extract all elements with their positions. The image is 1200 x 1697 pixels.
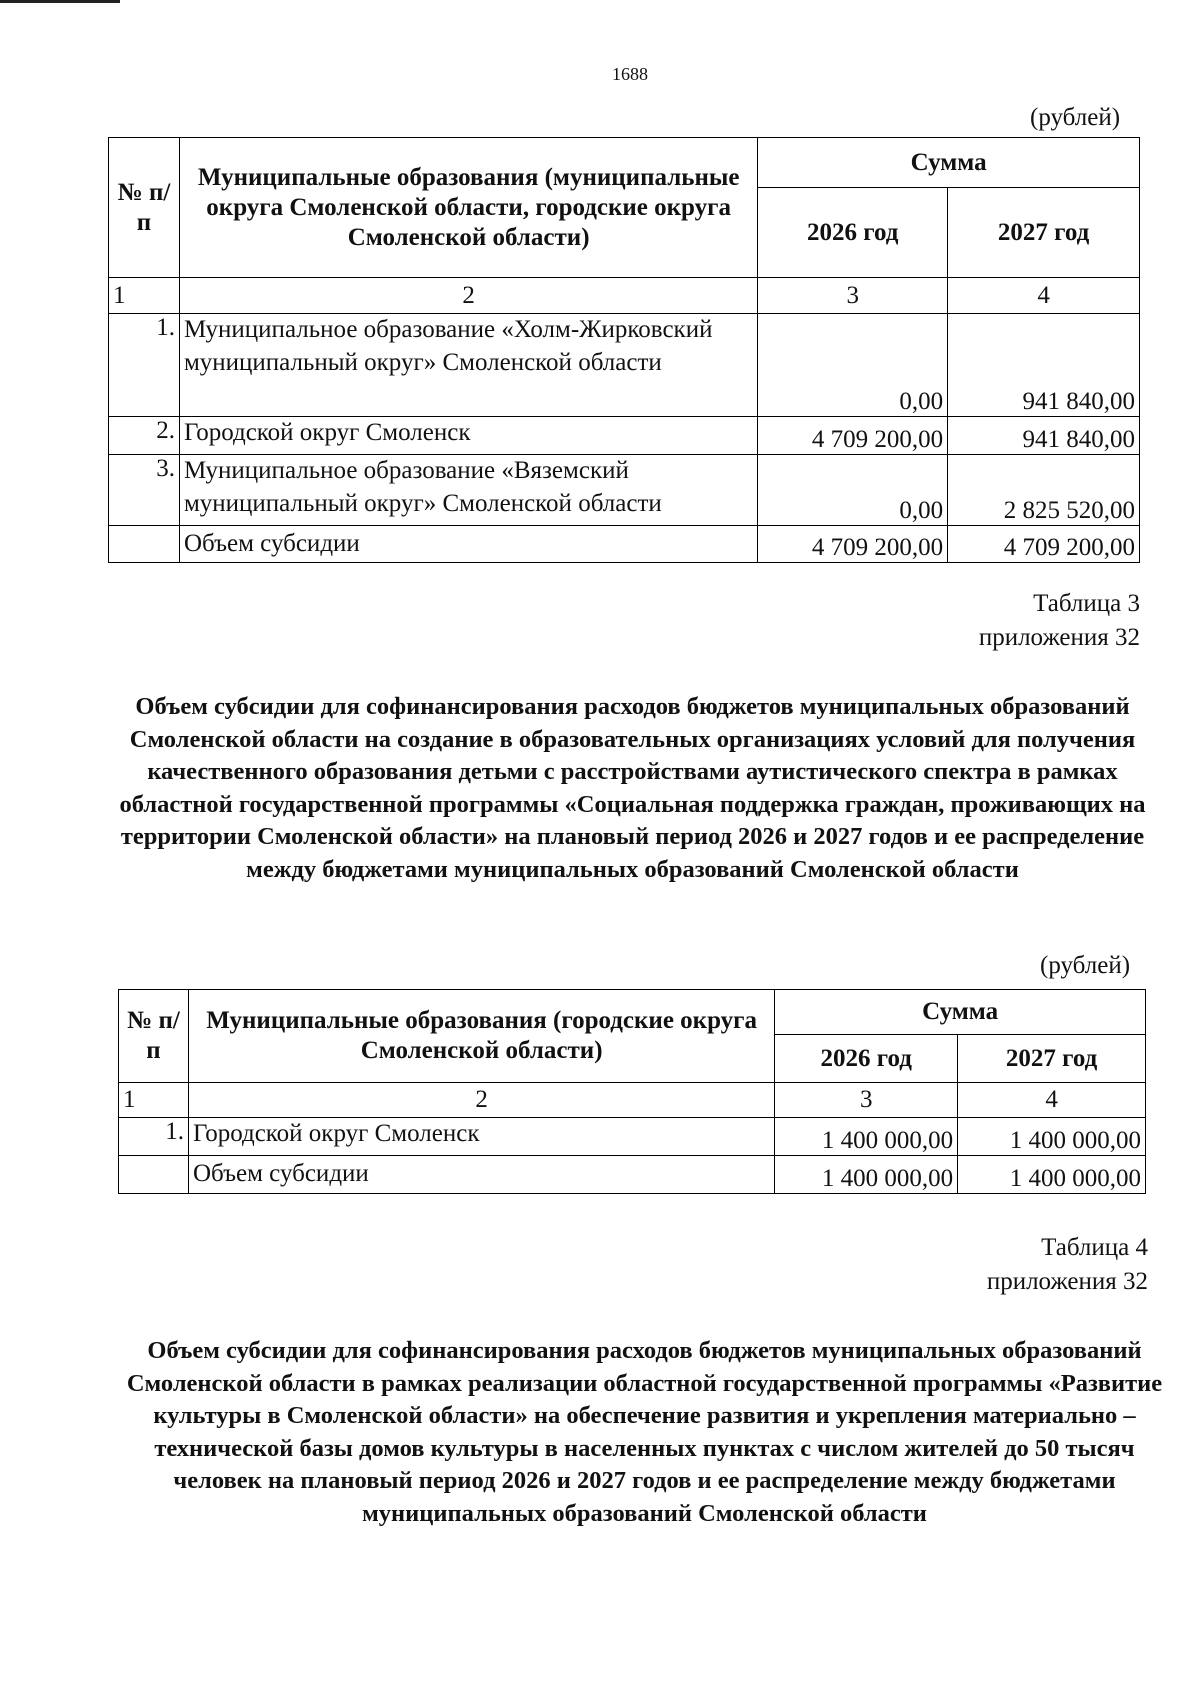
header-municipality: Муниципальные образования (городские округа Смоленской области) [188,990,774,1083]
amount-2027: 941 840,00 [948,417,1140,455]
municipality-name: Муниципальное образование «Холм-Жирковский муниципальный округ» Смоленской области [179,314,757,417]
amount-2026: 0,00 [758,455,948,526]
units-label: (рублей) [1040,952,1131,979]
page-number: 1688 [612,64,648,84]
header-municipality: Муниципальные образования (муниципальные округа Смоленской области, городские округа Смоленской области) [179,138,757,278]
row-number: 1. [109,314,180,417]
header-number: № п/п [119,990,189,1083]
header-year-2026: 2026 год [758,188,948,278]
units-label: (рублей) [1030,104,1121,131]
total-label: Объем субсидии [188,1156,774,1194]
empty-cell [119,1156,189,1194]
table-row [109,455,1140,526]
column-index: 1 [119,1083,189,1118]
appendix-reference: приложения 32 [986,1267,1148,1295]
column-index: 2 [188,1083,774,1118]
amount-2026: 0,00 [758,314,948,417]
total-2027: 4 709 200,00 [948,526,1140,563]
total-2026: 4 709 200,00 [758,526,948,563]
total-row [119,1156,1146,1194]
table3-title: Объем субсидии для софинансирования расходов бюджетов муниципальных образований Смоленской области на создание в образовательных организациях условий для получения качественного образования детьми с расстройствами аутистического спектра в рамках областной государственной программы «Социальная поддержка граждан, проживающих на территории Смоленской области» на плановый период 2026 и 2027 годов и ее распределение между бюджетами муниципальных образований Смоленской области [119,693,1146,883]
table-number: Таблица 3 [1033,590,1140,617]
municipality-name: Муниципальное образование «Вяземский муниципальный округ» Смоленской области [179,455,757,526]
total-row [109,526,1140,563]
appendix-reference: приложения 32 [978,623,1140,651]
header-year-2027: 2027 год [948,188,1140,278]
table4-title: Объем субсидии для софинансирования расходов бюджетов муниципальных образований Смоленской области в рамках реализации областной государственной программы «Развитие культуры в Смоленской области» на обеспечение развития и укрепления материально – технической базы домов культуры в населенных пунктах с числом жителей до 50 тысяч человек на плановый период 2026 и 2027 годов и ее распределение между бюджетами муниципальных образований Смоленской области [126,1337,1163,1527]
amount-2026: 1 400 000,00 [775,1118,958,1156]
row-number: 1. [119,1118,189,1156]
column-index: 3 [758,278,948,314]
table-number: Таблица 4 [1041,1234,1148,1261]
municipality-name: Городской округ Смоленск [188,1118,774,1156]
table-row [119,1118,1146,1156]
column-index-row [119,1083,1146,1118]
table-row [109,417,1140,455]
column-index: 3 [775,1083,958,1118]
header-year-2027: 2027 год [958,1035,1146,1083]
municipality-name: Городской округ Смоленск [179,417,757,455]
amount-2026: 4 709 200,00 [758,417,948,455]
header-sum: Сумма [758,138,1140,188]
total-2027: 1 400 000,00 [958,1156,1146,1194]
table3-caption [900,587,1140,655]
column-index-row [109,278,1140,314]
row-number: 2. [109,417,180,455]
amount-2027: 941 840,00 [948,314,1140,417]
header-sum: Сумма [775,990,1146,1035]
column-index: 4 [948,278,1140,314]
amount-2027: 2 825 520,00 [948,455,1140,526]
table3 [118,989,1146,1194]
column-index: 2 [179,278,757,314]
column-index: 4 [958,1083,1146,1118]
row-number: 3. [109,455,180,526]
total-2026: 1 400 000,00 [775,1156,958,1194]
table4-caption [900,1231,1148,1299]
header-number: № п/п [109,138,180,278]
column-index: 1 [109,278,180,314]
empty-cell [109,526,180,563]
scan-edge-line [0,0,120,3]
table-row [109,314,1140,417]
header-year-2026: 2026 год [775,1035,958,1083]
subsidy-table-continued [108,137,1140,563]
amount-2027: 1 400 000,00 [958,1118,1146,1156]
total-label: Объем субсидии [179,526,757,563]
